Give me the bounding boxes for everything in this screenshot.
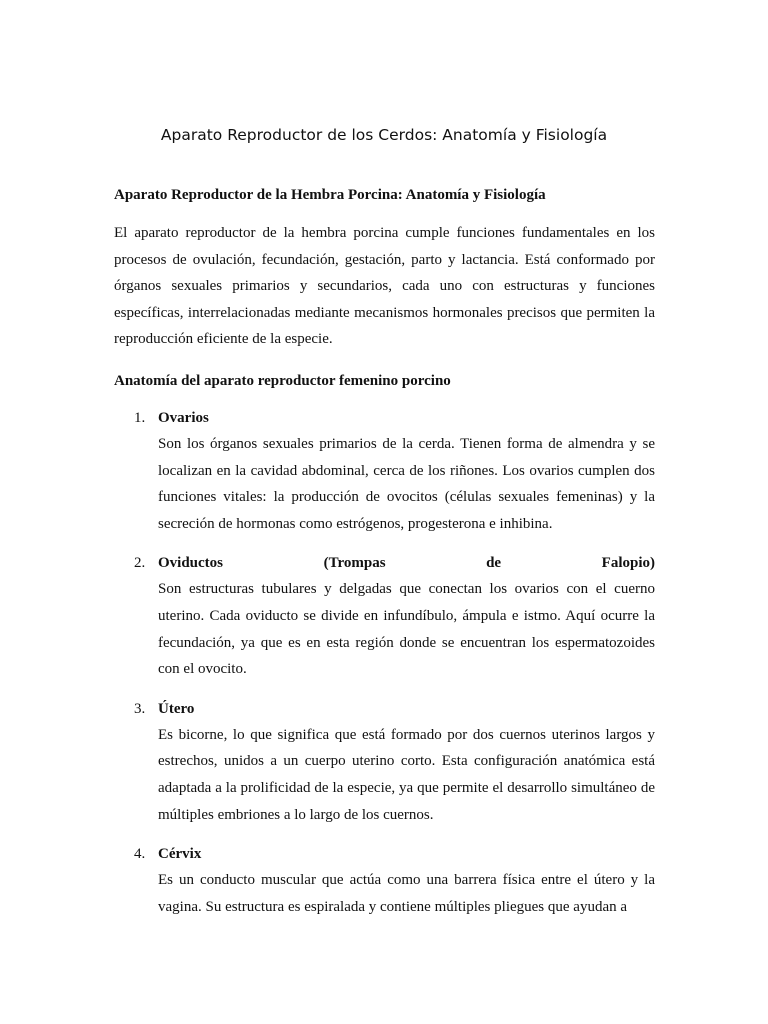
list-item-number: 2. [134, 555, 146, 572]
list-item-text: Son los órganos sexuales primarios de la cerda. Tienen forma de almendra y se localizan en la cavidad abdominal, cerca de los riñones. Los ovarios cumplen dos funciones vitales: la producción de ovocitos (células sexuales femeninas) y la secreción de hormonas como estrógenos, progesterona e inhibina. [158, 435, 655, 532]
list-item-text: Es un conducto muscular que actúa como una barrera física entre el útero y la vagina. Su estructura es espiralada y contiene múltiples pliegues que ayudan a [158, 872, 655, 915]
document-body [114, 184, 655, 933]
list-item [114, 696, 655, 828]
list-item [114, 550, 655, 682]
list-item [114, 841, 655, 920]
list-item-text: Son estructuras tubulares y delgadas que conectan los ovarios con el cuerno uterino. Cada oviducto se divide en infundíbulo, ámpula e istmo. Aquí ocurre la fecundación, ya que es en esta región donde se encuentran los espermatozoides con el ovocito. [158, 581, 655, 678]
list-item-number: 3. [134, 700, 146, 717]
anatomy-list [114, 405, 655, 920]
anatomy-heading: Anatomía del aparato reproductor femenino porcino [114, 372, 451, 389]
list-item-title: Útero [158, 700, 195, 717]
document-title: Aparato Reproductor de los Cerdos: Anatomía y Fisiología [160, 126, 608, 144]
list-item-number: 1. [134, 409, 146, 426]
list-item-title: Oviductos (Trompas de Falopio) [158, 555, 655, 572]
list-item-text: Es bicorne, lo que significa que está formado por dos cuernos uterinos largos y estrechos, unidos a un cuerpo uterino corto. Esta configuración anatómica está adaptada a la prolificidad de la especie, ya que permite el desarrollo simultáneo de múltiples embriones a lo largo de los cuernos. [158, 726, 655, 823]
intro-paragraph: El aparato reproductor de la hembra porcina cumple funciones fundamentales en los procesos de ovulación, fecundación, gestación, parto y lactancia. Está conformado por órganos sexuales primarios y secundarios, cada uno con estructuras y funciones específicas, interrelacionadas mediante mecanismos hormonales precisos que permiten la reproducción eficiente de la especie. [114, 225, 655, 348]
list-item-number: 4. [134, 846, 146, 863]
list-item-title: Cérvix [158, 846, 202, 863]
section-subtitle: Aparato Reproductor de la Hembra Porcina: Anatomía y Fisiología [114, 187, 546, 203]
list-item-title: Ovarios [158, 409, 209, 426]
list-item [114, 405, 655, 537]
